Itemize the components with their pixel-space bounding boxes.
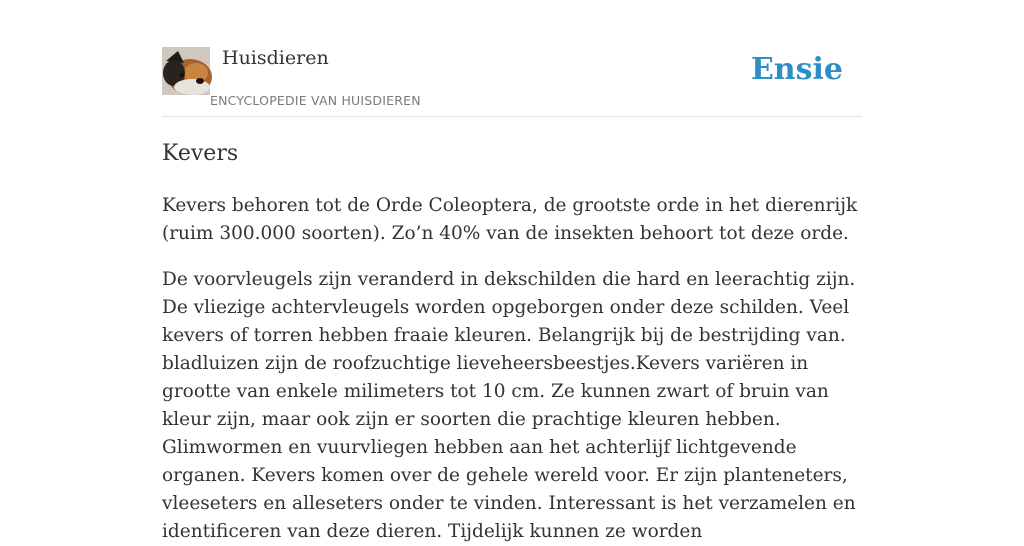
ensie-logo-link[interactable]: Ensie [750,52,843,87]
article-title: Kevers [162,141,239,166]
article [162,138,862,546]
site-subtitle: ENCYCLOPEDIE VAN HUISDIEREN [210,93,421,108]
article-paragraph: Kevers behoren tot de Orde Coleoptera, de grootste orde in het dierenrijk (ruim 300.000 soorten). Zo’n 40% van de insekten behoort tot deze orde. [162,195,858,244]
site-header [162,0,862,117]
dog-photo-avatar[interactable] [162,47,210,95]
article-paragraph: De voorvleugels zijn veranderd in dekschilden die hard en leerachtig zijn. De vliezige achtervleugels worden opgeborgen onder deze schilden. Veel kevers of torren hebben fraaie kleuren. Belangrijk bij de bestrijding van. bladluizen zijn de roofzuchtige lieveheersbeestjes.Kevers variëren in grootte van enkele milimeters tot 10 cm. Ze kunnen zwart of bruin van kleur zijn, maar ook zijn er soorten die prachtige kleuren hebben. Glimwormen en vuurvliegen hebben aan het achterlijf lichtgevende organen. Kevers komen over de gehele wereld voor. Er zijn planteneters, vleeseters en alleseters onder te vinden. Interessant is het verzamelen en identificeren van deze dieren. Tijdelijk kunnen ze worden [162,269,856,542]
site-title[interactable]: Huisdieren [222,47,329,69]
dog-icon [162,47,210,95]
